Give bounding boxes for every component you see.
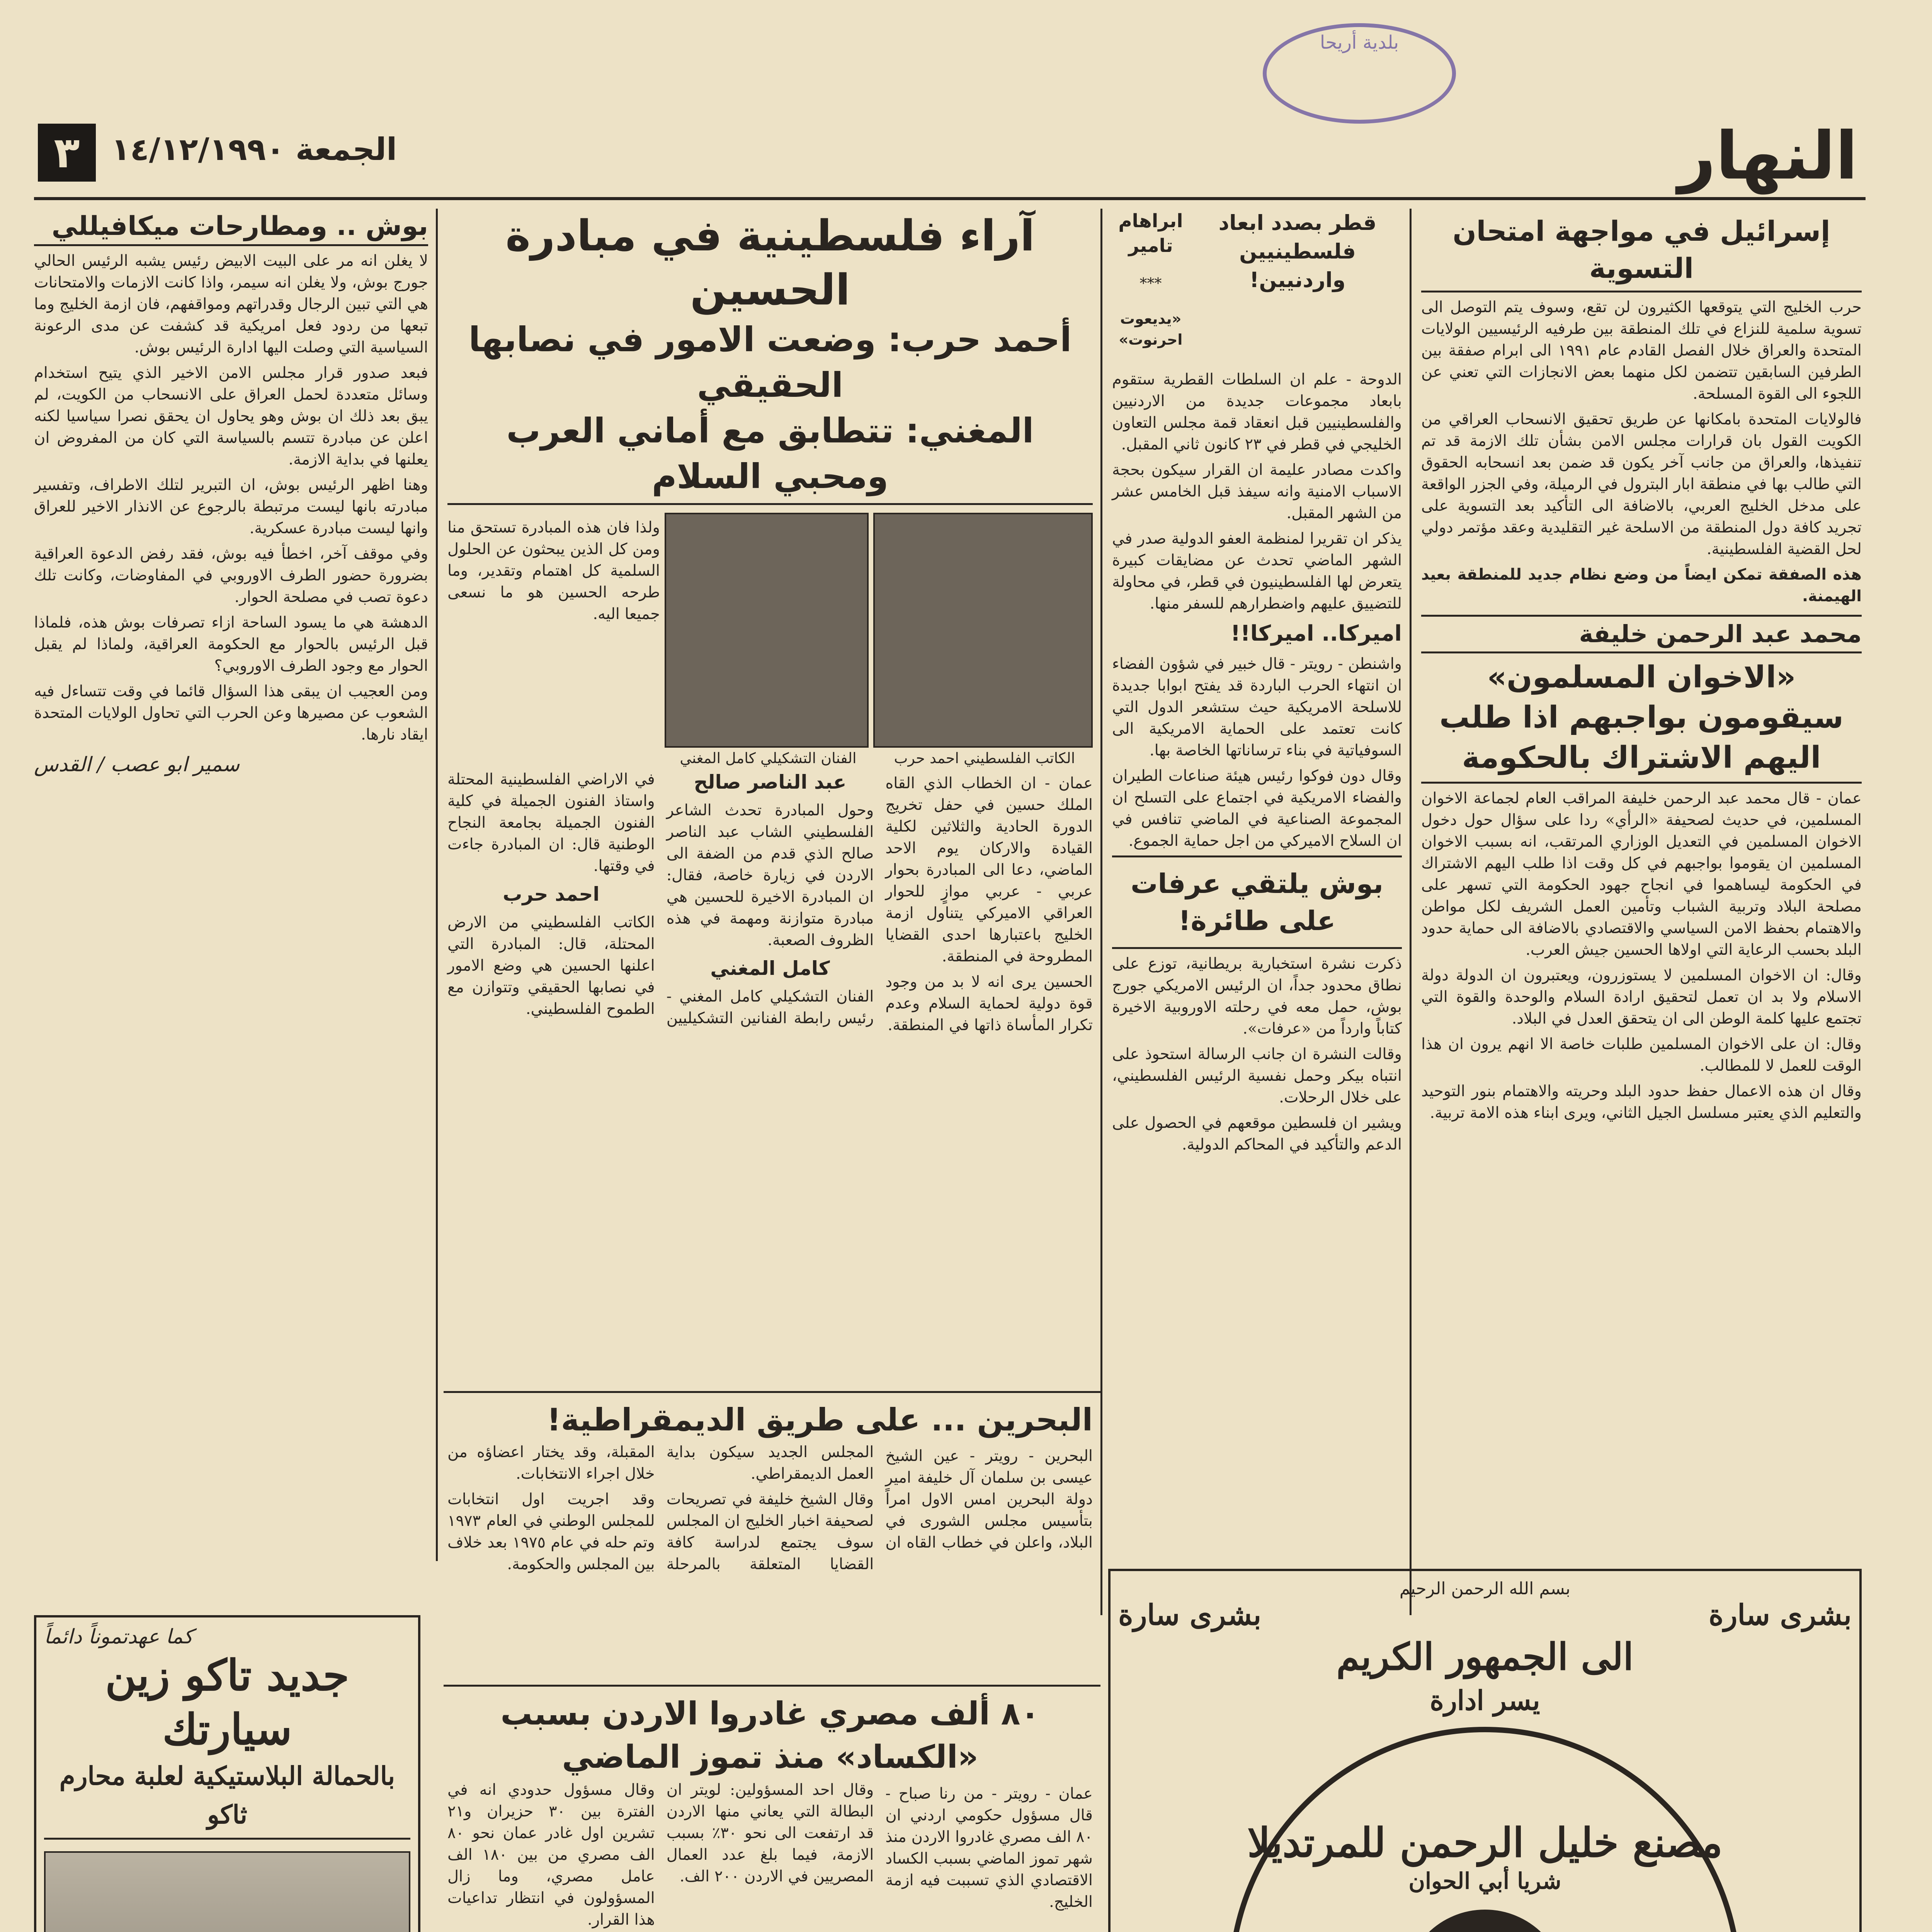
column-rule	[436, 209, 438, 1561]
article-paragraph: وقال احد المسؤولين: لويتر ان البطالة التي يعاني منها الاردن قد ارتفعت الى نحو ٣٠٪ بسبب الازمة، فيما بلغ عدد العمال المصريين في الاردن ٢٠٠ الف.	[666, 1781, 874, 1885]
masthead	[34, 116, 1866, 200]
ad-good-news-left: بشرى سارة	[1118, 1599, 1262, 1632]
ad-headline: جديد تاكو زين سيارتك	[105, 1650, 349, 1754]
article-paragraph: الدهشة هي ما يسود الساحة ازاء تصرفات بوش هذه، فلماذا قبل الرئيس بالحوار مع الحكومة العراقية، ولماذا لم يقبل الحوار مع وجود الطرف الاوروبي؟	[34, 614, 428, 675]
section-rule	[444, 1685, 1100, 1687]
article-paragraph: الكاتب الفلسطيني من الارض المحتلة، قال: المبادرة التي اعلنها الحسين هي وضع الامور في نصابها الحقيقي وتتوازن مع الطموح الفلسطيني.	[447, 913, 655, 1018]
article-headline: أحمد حرب: وضعت الامور في نصابها الحقيقي	[468, 320, 1072, 405]
article-paragraph: ولذا فان هذه المبادرة تستحق منا ومن كل الذين يبحثون عن الحلول السلمية كل اهتمام وتقدير، وما طرحه الحسين هو ما نسعى جميعا اليه.	[447, 519, 660, 623]
article-paragraph: ذكرت نشرة استخبارية بريطانية، توزع على نطاق محدود جداً، ان الرئيس الامريكي جورج بوش، حمل معه في رحلته الاوروبية الاخيرة كتاباً وارداً من «عرفات».	[1112, 955, 1402, 1037]
column-bush	[34, 209, 428, 796]
article-paragraph: يذكر ان تقريرا لمنظمة العفو الدولية صدر في الشهر الماضي تحدث عن مضايقات كبيرة يتعرض لها الفلسطينيون في قطر، في محاولة للتضييق عليهم واضطرارهم للسفر منها.	[1112, 530, 1402, 612]
newspaper-page	[34, 116, 1866, 1932]
newspaper-logo: النهار	[1678, 118, 1858, 194]
page-number: ٣	[38, 124, 96, 182]
ad-to-public: الى الجمهور الكريم	[1336, 1635, 1634, 1679]
section-subtitle: عبد الناصر صالح	[694, 771, 847, 793]
ad-factory-emblem	[1228, 1727, 1742, 1932]
ad-factory-name: مصنع خليل الرحمن للمرتديلا	[1247, 1819, 1723, 1866]
article-paragraph: عمان - قال محمد عبد الرحمن خليفة المراقب العام لجماعة الاخوان المسلمين، في حديث لصحيفة «الرأي» ردا على سؤال حول دخول الاخوان المسلمين في التعديل الوزاري المرتقب، انه بسبب الاخوان المسلمين ان يقوموا بواجبهم في كل وقت اذا طلب اليهم الاشتراك في الحكومة ليساهموا في انجاح جهود الحكومة التي تسهر على مصلحة البلاد وتربية الشباب وتأمين العمل الشريف لكل مواطن والاهتمام بحفظ الامن السياسي والاقتصادي بالاضافة الى حماية حدود البلد بحسب الرعاية التي اولاها الحسين جيش العرب.	[1421, 789, 1862, 959]
article-bahrain	[447, 1399, 1093, 1575]
ad-subheadline: بالحمالة البلاستيكية لعلبة محارم ثاكو	[44, 1757, 410, 1840]
column-israel	[1421, 209, 1862, 1128]
ad-pleased: يسر ادارة	[1430, 1684, 1540, 1716]
article-title: قطر بصدد ابعاد فلسطينيين واردنيين!	[1218, 211, 1377, 292]
author-name: محمد عبد الرحمن خليفة	[1579, 620, 1862, 648]
article-paragraph: فالولايات المتحدة بامكانها عن طريق تحقيق الانسحاب العراقي من الكويت القول بان قرارات مجلس الامن بشأن تلك الازمة قد تم تنفيذها، والعراق من جانب آخر يكون قد ضمن بعد انسحابه الحقوق التي طالب بها في منطقة ابار البترول في الرميلة، وفي الجزر الواقعة على مدخل الخليج العربي، بالاضافة الى التأكيد بعد التسوية على تجريد كافة دول المنطقة من الاسلحة غير التقليدية وعقد مؤتمر دولي لحل القضية الفلسطينية.	[1421, 410, 1862, 558]
article-headline: المغني: تتطابق مع أماني العرب ومحبي السلام	[447, 408, 1093, 505]
article-paragraph: واكدت مصادر عليمة ان القرار سيكون بحجة الاسباب الامنية وانه سيفذ قبل الخامس عشر من الشهر المقبل.	[1112, 461, 1402, 522]
cow-head-icon	[1404, 1910, 1566, 1932]
article-paragraph: وهنا اظهر الرئيس بوش، ان التبرير لتلك الاطراف، وتفسير مبادرته بانها ليست مرتبطة بالرجوع عن الانذار الاخير للعراق وانها ليست مبادرة عسكرية.	[34, 476, 428, 537]
article-title: «الاخوان المسلمون» سيقومون بواجبهم اذا طلب اليهم الاشتراك بالحكومة	[1421, 651, 1862, 784]
article-title: ٨٠ ألف مصري غادروا الاردن بسبب «الكساد» منذ تموز الماضي	[500, 1696, 1040, 1776]
ad-car-image	[44, 1851, 410, 1932]
article-paragraph: عمان - رويتر - من رنا صباح - قال مسؤول حكومي اردني ان ٨٠ الف مصري غادروا الاردن منذ شهر تموز الماضي بسبب الكساد الاقتصادي الذي تسببت فيه ازمة الخليج.	[885, 1785, 1093, 1911]
article-title: البحرين ... على طريق الديمقراطية!	[547, 1402, 1093, 1438]
ad-mortadella	[1108, 1569, 1862, 1932]
article-paragraph: وقال الشيخ خليفة في تصريحات لصحيفة اخبار الخليج ان المجلس سوف يجتمع لدراسة كافة القضايا المتعلقة بالمرحلة المقبلة، وقد يختار اعضاؤه من خلال اجراء الانتخابات.	[447, 1443, 874, 1573]
article-paragraph: لا يغلن انه مر على البيت الابيض رئيس يشبه الرئيس الحالي جورج بوش، ولا يغلن انه سيمر، واذا كانت الازمات والامتحانات هي التي تبين الرجال وقدراتهم ومواقفهم، فان ازمة الخليج وما تبعها من ردود فعل امريكية قد كشفت عن مدى الرعونة السياسية التي وصلت اليها ادارة الرئيس بوش.	[34, 252, 429, 356]
article-paragraph: البحرين - رويتر - عين الشيخ عيسى بن سلمان آل خليفة امير دولة البحرين امس الاول امراً بتأسيس مجلس الشورى في البلاد، واعلن في خطاب القاه ان المجلس الجديد سيكون بداية العمل الديمقراطي.	[666, 1443, 1093, 1551]
column-rule	[1100, 209, 1102, 1615]
section-subtitle: اميركا.. اميركا!!	[1230, 621, 1402, 646]
ad-tagline: كما عهدتموناً دائماً	[44, 1625, 193, 1648]
ad-basmala: بسم الله الرحمن الرحيم	[1399, 1579, 1571, 1599]
ad-taco	[34, 1615, 420, 1932]
photo-kamel-mughni	[665, 513, 869, 748]
article-paragraph: فبعد صدور قرار مجلس الامن الاخير الذي يتيح استخدام وسائل متعددة لحمل العراق على الانسحاب من الكويت، لم يبق بعد ذلك ان بوش وهو يحاول ان يحقق نصرا سياسيا لكنه اعلن عن مبادرة تتسم بالسياسة التي كان من المفروض ان يعلنها في بداية الازمة.	[34, 364, 428, 468]
article-egyptians	[447, 1692, 1093, 1930]
section-subtitle: احمد حرب	[503, 883, 600, 905]
article-paragraph: وقال دون فوكوا رئيس هيئة صناعات الطيران والفضاء الامريكية في اجتماع على التسلح ان المجموعة الصناعية في الماضي تنافس في ان السلاح الاميركي من اجل حماية الجموع.	[1112, 767, 1402, 850]
archive-stamp	[1263, 23, 1456, 124]
photo-caption: الفنان التشكيلي كامل المغني	[680, 750, 857, 767]
article-paragraph: وحول المبادرة تحدث الشاعر الفلسطيني الشاب عبد الناصر صالح الذي قدم من الضفة الى الاردن في زيارة خاصة، فقال: ان المبادرة الاخيرة للحسين هي مبادرة متوازنة ومهمة في هذه الظروف الصعبة.	[666, 801, 874, 949]
article-paragraph: وقال: ان على الاخوان المسلمين طلبات خاصة الا انهم يرون ان هذا الوقت للعمل لا للمطالب.	[1421, 1035, 1862, 1075]
article-paragraph: وقال: ان الاخوان المسلمين لا يستوزرون، ويعتبرون ان الدولة دولة الاسلام ولا بد ان تعمل لتحقيق ارادة السلام والوحدة والقوة التي تجتمع عليها كلمة الوطن الى ان يتحقق العدل في البلاد.	[1421, 966, 1862, 1027]
article-title: بوش .. ومطارحات ميكافيللي	[34, 209, 428, 246]
stamp-text: بلدية أريحا	[1320, 32, 1399, 53]
article-kicker: آراء فلسطينية في مبادرة الحسين	[505, 211, 1035, 315]
ad-good-news-right: بشرى سارة	[1708, 1599, 1852, 1632]
article-title: إسرائيل في مواجهة امتحان التسوية	[1421, 209, 1862, 293]
article-paragraph: الفنان التشكيلي كامل المغني - رئيس رابطة الفنانين التشكيليين في الاراضي الفلسطينية المحتلة واستاذ الفنون الجميلة في كلية الفنون الجميلة بجامعة النجاح الوطنية قال: ان المبادرة جاءت في وقتها.	[447, 770, 874, 1027]
article-paragraph: هذه الصفقة تمكن ايضاً من وضع نظام جديد للمنطقة بعيد الهيمنة.	[1421, 566, 1862, 605]
article-paragraph: وقال ان هذه الاعمال حفظ حدود البلد وحريته والاهتمام بنور التوحيد والتعليم الذي يعتبر مسلسل الجيل الثاني، ويرى ابناء هذه الامة تربية.	[1421, 1082, 1862, 1122]
column-hussein-initiative	[447, 209, 1093, 1036]
article-paragraph: ويشير ان فلسطين موقعهم في الحصول على الدعم والتأكيد في المحاكم الدولية.	[1112, 1114, 1402, 1153]
article-paragraph: ومن العجيب ان يبقى هذا السؤال قائما في وقت تتساءل فيه الشعوب عن مصيرها وعن الحرب التي تحاول الولايات المتحدة ايقاد نارها.	[34, 682, 428, 743]
photo-ahmad-harb	[873, 513, 1093, 748]
column-rule	[1410, 209, 1412, 1615]
issue-date: الجمعة ١٤/١٢/١٩٩٠	[111, 131, 397, 167]
article-paragraph: وقال مسؤول حدودي انه في الفترة بين ٣٠ حزيران و٢١ تشرين اول غادر عمان نحو ٨٠ الف مصري من بين ١٨٠ الف عامل مصري، وما زال المسؤولون في انتظار تداعيات هذا القرار.	[447, 1781, 655, 1929]
article-paragraph: وقد اجريت اول انتخابات للمجلس الوطني في العام ١٩٧٣ وتم حله في عام ١٩٧٥ بعد خلاف بين المجلس والحكومة.	[447, 1490, 655, 1573]
article-paragraph: عمان - ان الخطاب الذي القاه الملك حسين في حفل تخريج الدورة الحادية والثلاثين لكلية القيادة والاركان يوم الاحد الماضي، دعا الى المبادرة بحوار عربي - عربي موازٍ للحوار العراقي الاميركي يتناول ازمة الخليج باعتبارها احدى القضايا المطروحة في المنطقة.	[885, 774, 1093, 965]
author-signature: سمير ابو عصب / القدس	[34, 753, 240, 776]
article-paragraph: واشنطن - رويتر - قال خبير في شؤون الفضاء ان انتهاء الحرب الباردة قد يفتح ابوابا جديدة للاسلحة الامريكية حيث ستشعر الدول التي كانت تعتمد على الحماية الامريكية الى السوفياتية في بناء ترساناتها الخاصة بها.	[1112, 655, 1402, 759]
article-paragraph: وقالت النشرة ان جانب الرسالة استحوذ على انتباه بيكر وحمل نفسية الرئيس الفلسطيني، على خلال الرحلات.	[1112, 1045, 1402, 1106]
photo-caption: الكاتب الفلسطيني احمد حرب	[894, 750, 1075, 767]
article-paragraph: حرب الخليج التي يتوقعها الكثيرون لن تقع، وسوف يتم التوصل الى تسوية سلمية للنزاع في تلك المنطقة بين طرفيه الرئيسيين الولايات المتحدة والعراق خلال الفصل القادم عام ١٩٩١ الى ابرام صفقة بين الطرفين السابقين تتضمن لكل منهما بعض الانجازات التي تعني عن اللجوء الى القوة المسلحة.	[1421, 298, 1862, 403]
article-paragraph: الحسين يرى انه لا بد من وجود قوة دولية لحماية السلام وعدم تكرار المأساة ذاتها في المنطقة.	[885, 973, 1093, 1034]
section-subtitle: كامل المغني	[710, 957, 830, 980]
ad-brand: شريا أبي الحوان	[1408, 1868, 1561, 1894]
article-title: بوش يلتقي عرفات على طائرة!	[1112, 855, 1402, 949]
article-paragraph: الدوحة - علم ان السلطات القطرية ستقوم بابعاد مجموعات جديدة من الاردنيين والفلسطينيين قبل انعقاد قمة مجلس التعاون الخليجي في قطر في ٢٣ كانون ثاني المقبل.	[1112, 371, 1402, 453]
article-paragraph: وفي موقف آخر، اخطأ فيه بوش، فقد رفض الدعوة العراقية بضرورة حضور الطرف الاوروبي في المفاوضات، وكانت تلك دعوة تصب في مصلحة الحوار.	[34, 545, 428, 606]
column-qatar: قطر بصدد ابعاد فلسطينيين واردنيين! ابراهام تامير *** «يديعوت احرنوت» الدوحة - علم ان السلطات القطرية ستقوم بابعاد مجموعات جديدة من الاردنيين والفلسطينيين قبل انعقاد قمة مجلس التعاون الخليجي في قطر في ٢٣ كانون ثاني المقبل. واكدت مصادر عليمة ان القرار سيكون بحجة الاسباب الامنية وانه سيفذ قبل الخامس عشر من الشهر المقبل. يذكر ان تقريرا لمنظمة العفو الدولية صدر في الشهر الماضي تحدث عن مضايقات كبيرة يتعرض لها الفلسطينيون في قطر، في محاولة للتضييق عليهم واضطرارهم للسفر منها. اميركا.. اميركا!! واشنطن - رويتر - قال خبير في شؤون الفضاء ان انتهاء الحرب الباردة قد يفتح ابوابا جديدة للاسلحة الامريكية حيث ستشعر الدول التي كانت تعتمد على الحماية الامريكية الى السوفياتية في بناء ترساناتها الخاصة بها. وقال دون فوكوا رئيس هيئة صناعات الطيران والفضاء الامريكية في اجتماع على التسلح ان المجموعة الصناعية في الماضي تنافس في ان السلاح الاميركي من اجل حماية الجموع. بوش يلتقي عرفات على طائرة! ذكرت نشرة استخبارية بريطانية، توزع على نطاق محدود جداً، ان الرئيس الامريكي جورج بوش، حمل معه في رحلته الاوروبية الاخيرة كتاباً وارداً من «عرفات». وقالت النشرة ان جانب الرسالة استحوذ على انتباه بيكر وحمل نفسية الرئيس الفلسطيني، على خلال الرحلات. ويشير ان فلسطين موقعهم في الحصول على الدعم والتأكيد في المحاكم الدولية.	[1112, 209, 1402, 1159]
section-rule	[444, 1391, 1100, 1393]
